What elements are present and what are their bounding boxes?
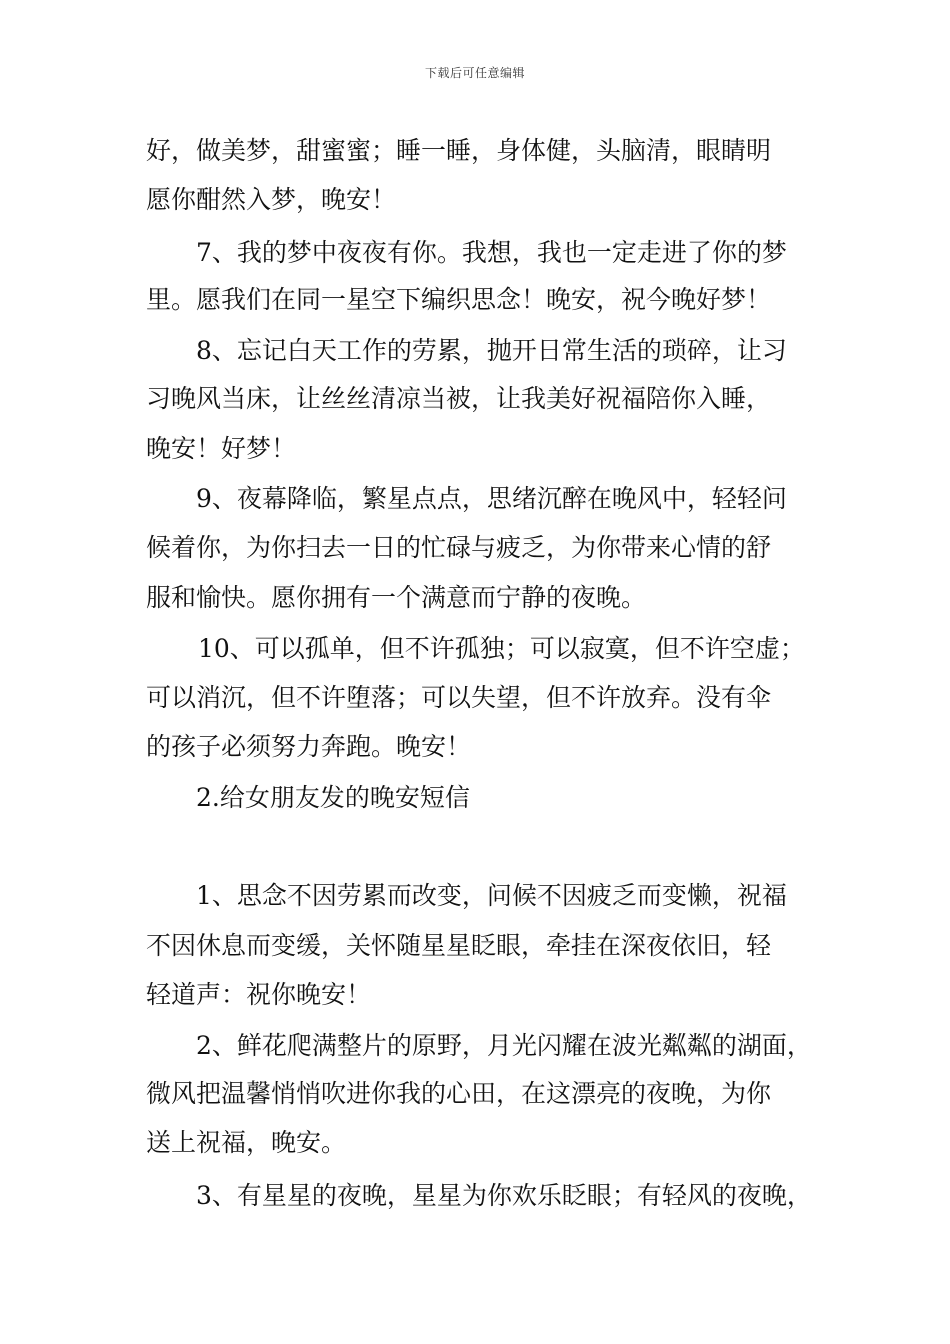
text-line: 9、夜幕降临，繁星点点，思绪沉醉在晚风中，轻轻问 [196,484,787,513]
text-line: 服和愉快。愿你拥有一个满意而宁静的夜晚。 [146,583,647,612]
text-line: 微风把温馨悄悄吹进你我的心田，在这漂亮的夜晚，为你 [146,1079,772,1108]
text-line: 晚安！好梦！ [146,434,297,463]
text-line: 10、可以孤单，但不许孤独；可以寂寞，但不许空虚； [198,634,805,663]
section-heading: 2.给女朋友发的晚安短信 [196,783,470,812]
text-line: 愿你酣然入梦，晚安！ [146,185,397,214]
text-line: 1、思念不因劳累而改变，问候不因疲乏而变懒，祝福 [196,881,787,910]
text-line: 可以消沉，但不许堕落；可以失望，但不许放弃。没有伞 [146,683,772,712]
text-line: 不因休息而变缓，关怀随星星眨眼，牵挂在深夜依旧，轻 [146,931,772,960]
text-line: 的孩子必须努力奔跑。晚安！ [146,732,472,761]
text-line: 7、我的梦中夜夜有你。我想，我也一定走进了你的梦 [196,238,787,267]
text-line: 8、忘记白天工作的劳累，抛开日常生活的琐碎，让习 [196,336,787,365]
page-header-note: 下载后可任意编辑 [424,66,525,80]
text-line: 3、有星星的夜晚，星星为你欢乐眨眼；有轻风的夜晚， [196,1181,812,1210]
text-line: 候着你，为你扫去一日的忙碌与疲乏，为你带来心情的舒 [146,533,772,562]
text-line: 送上祝福，晚安。 [146,1128,347,1157]
text-line: 2、鲜花爬满整片的原野，月光闪耀在波光粼粼的湖面， [196,1031,812,1060]
text-line: 里。愿我们在同一星空下编织思念！晚安，祝今晚好梦！ [146,285,772,314]
text-line: 轻道声：祝你晚安！ [146,980,372,1009]
text-line: 习晚风当床，让丝丝清凉当被，让我美好祝福陪你入睡， [146,384,772,413]
text-line: 好，做美梦，甜蜜蜜；睡一睡，身体健，头脑清，眼睛明 [146,136,772,165]
